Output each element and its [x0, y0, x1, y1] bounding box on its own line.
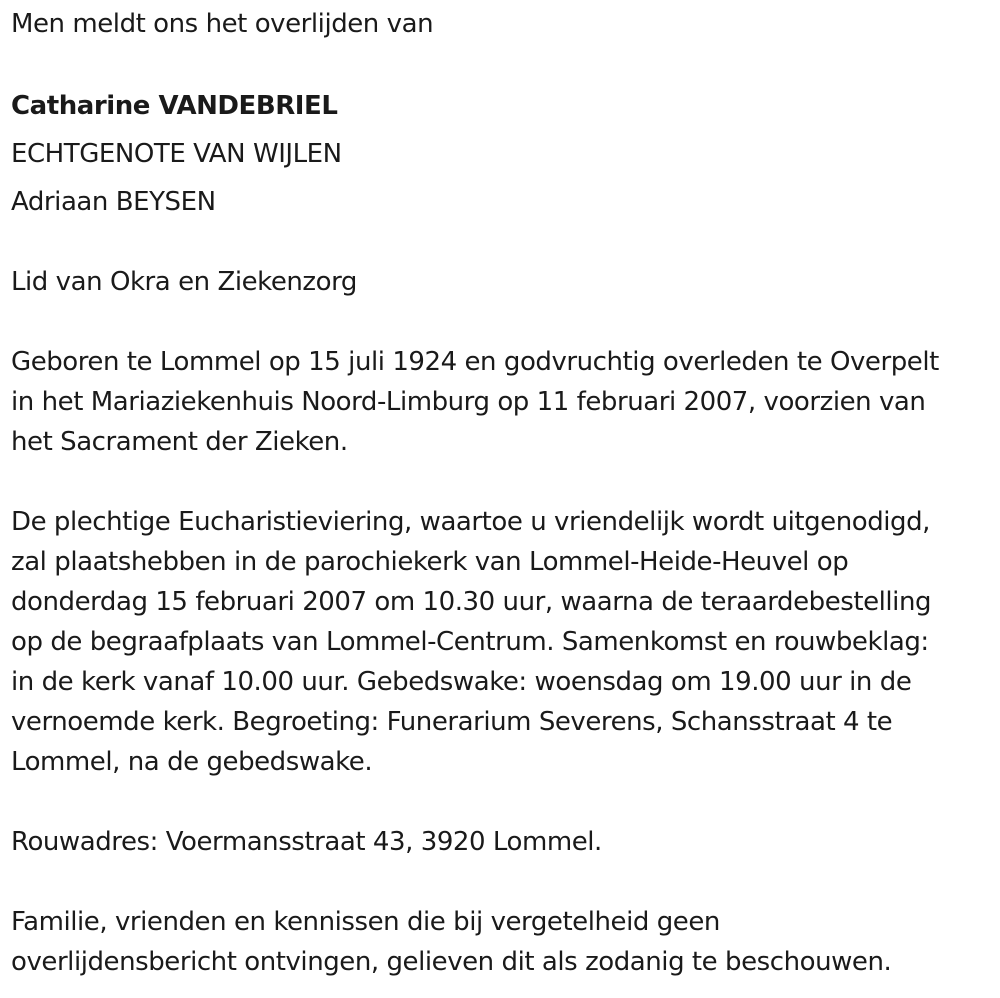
membership-text: Lid van Okra en Ziekenzorg [11, 267, 357, 297]
relation-text: ECHTGENOTE VAN WIJLEN [11, 139, 342, 169]
ceremony-line: Lommel, na de gebedswake. [11, 747, 373, 777]
ceremony-line: De plechtige Eucharistieviering, waartoe u vriendelijk wordt uitgenodigd, [11, 507, 930, 537]
ceremony-line: donderdag 15 februari 2007 om 10.30 uur, waarna de teraardebestelling [11, 587, 932, 617]
ceremony-line: vernoemde kerk. Begroeting: Funerarium Severens, Schansstraat 4 te [11, 707, 893, 737]
address-text: Rouwadres: Voermansstraat 43, 3920 Lommel. [11, 827, 602, 857]
ceremony-line: op de begraafplaats van Lommel-Centrum. Samenkomst en rouwbeklag: [11, 627, 929, 657]
ceremony-line: in de kerk vanaf 10.00 uur. Gebedswake: woensdag om 19.00 uur in de [11, 667, 912, 697]
closing-line: overlijdensbericht ontvingen, gelieven dit als zodanig te beschouwen. [11, 947, 892, 977]
intro-text: Men meldt ons het overlijden van [11, 9, 434, 39]
birth-death-line: Geboren te Lommel op 15 juli 1924 en godvruchtig overleden te Overpelt [11, 347, 939, 377]
deceased-name: Catharine VANDEBRIEL [11, 91, 338, 121]
closing-line: Familie, vrienden en kennissen die bij vergetelheid geen [11, 907, 720, 937]
birth-death-line: in het Mariaziekenhuis Noord-Limburg op 11 februari 2007, voorzien van [11, 387, 926, 417]
spouse-name: Adriaan BEYSEN [11, 187, 216, 217]
ceremony-line: zal plaatshebben in de parochiekerk van Lommel-Heide-Heuvel op [11, 547, 849, 577]
birth-death-line: het Sacrament der Zieken. [11, 427, 348, 457]
